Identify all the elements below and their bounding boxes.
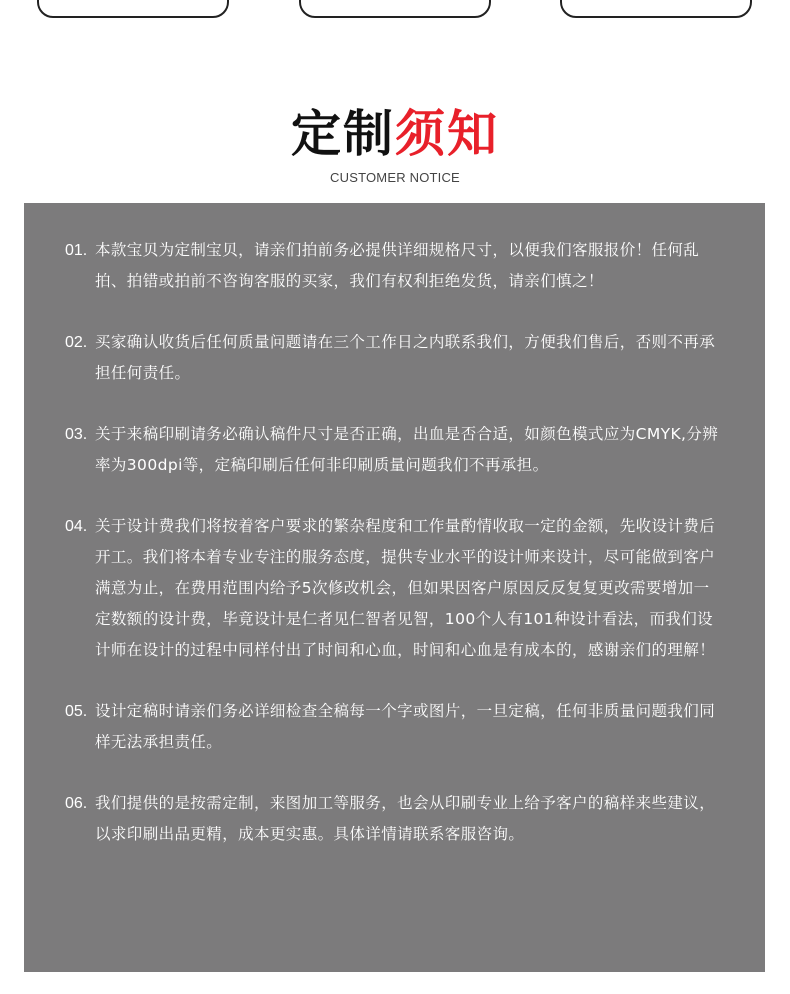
- notice-text: 我们提供的是按需定制，来图加工等服务，也会从印刷专业上给予客户的稿样来些建议，以求印刷出品更精，成本更实惠。具体详情请联系客服咨询。: [95, 794, 716, 843]
- notice-number: 06.: [65, 795, 88, 812]
- notice-number: 05.: [65, 703, 88, 720]
- notice-item-04: [65, 511, 725, 666]
- notice-number: 01.: [65, 242, 88, 259]
- title-red-part: 须知: [395, 105, 499, 163]
- notice-text: 本款宝贝为定制宝贝，请亲们拍前务必提供详细规格尺寸，以便我们客服报价！任何乱拍、拍错或拍前不咨询客服的买家，我们有权利拒绝发货，请亲们慎之！: [95, 241, 700, 290]
- notice-panel: [24, 203, 765, 972]
- notice-text: 设计定稿时请亲们务必详细检查全稿每一个字或图片，一旦定稿，任何非质量问题我们同样无法承担责任。: [95, 702, 716, 751]
- notice-number: 02.: [65, 334, 88, 351]
- notice-item-03: [65, 419, 725, 481]
- top-tab-box-1: [37, 0, 229, 18]
- notice-text: 关于来稿印刷请务必确认稿件尺寸是否正确，出血是否合适，如颜色模式应为CMYK,分辨率为300dpi等，定稿印刷后任何非印刷质量问题我们不再承担。: [95, 425, 719, 474]
- section-header: [0, 104, 790, 185]
- section-subtitle: CUSTOMER NOTICE: [330, 170, 460, 185]
- title-dark-part: 定制: [291, 105, 395, 163]
- section-title: [0, 104, 790, 164]
- top-tab-box-2: [299, 0, 491, 18]
- notice-number: 04.: [65, 518, 88, 535]
- notice-text: 关于设计费我们将按着客户要求的繁杂程度和工作量酌情收取一定的金额，先收设计费后开工。我们将本着专业专注的服务态度，提供专业水平的设计师来设计，尽可能做到客户满意为止，在费用范围内给予5次修改机会，但如果因客户原因反反复复更改需要增加一定数额的设计费，毕竟设计是仁者见仁智者见智，100个人有101种设计看法，而我们设计师在设计的过程中同样付出了时间和心血，时间和心血是有成本的，感谢亲们的理解！: [95, 517, 716, 659]
- notice-item-05: [65, 696, 725, 758]
- notice-number: 03.: [65, 426, 88, 443]
- notice-item-02: [65, 327, 725, 389]
- notice-item-06: [65, 788, 725, 850]
- notice-item-01: [65, 235, 725, 297]
- top-tab-box-3: [560, 0, 752, 18]
- notice-text: 买家确认收货后任何质量问题请在三个工作日之内联系我们，方便我们售后，否则不再承担任何责任。: [95, 333, 716, 382]
